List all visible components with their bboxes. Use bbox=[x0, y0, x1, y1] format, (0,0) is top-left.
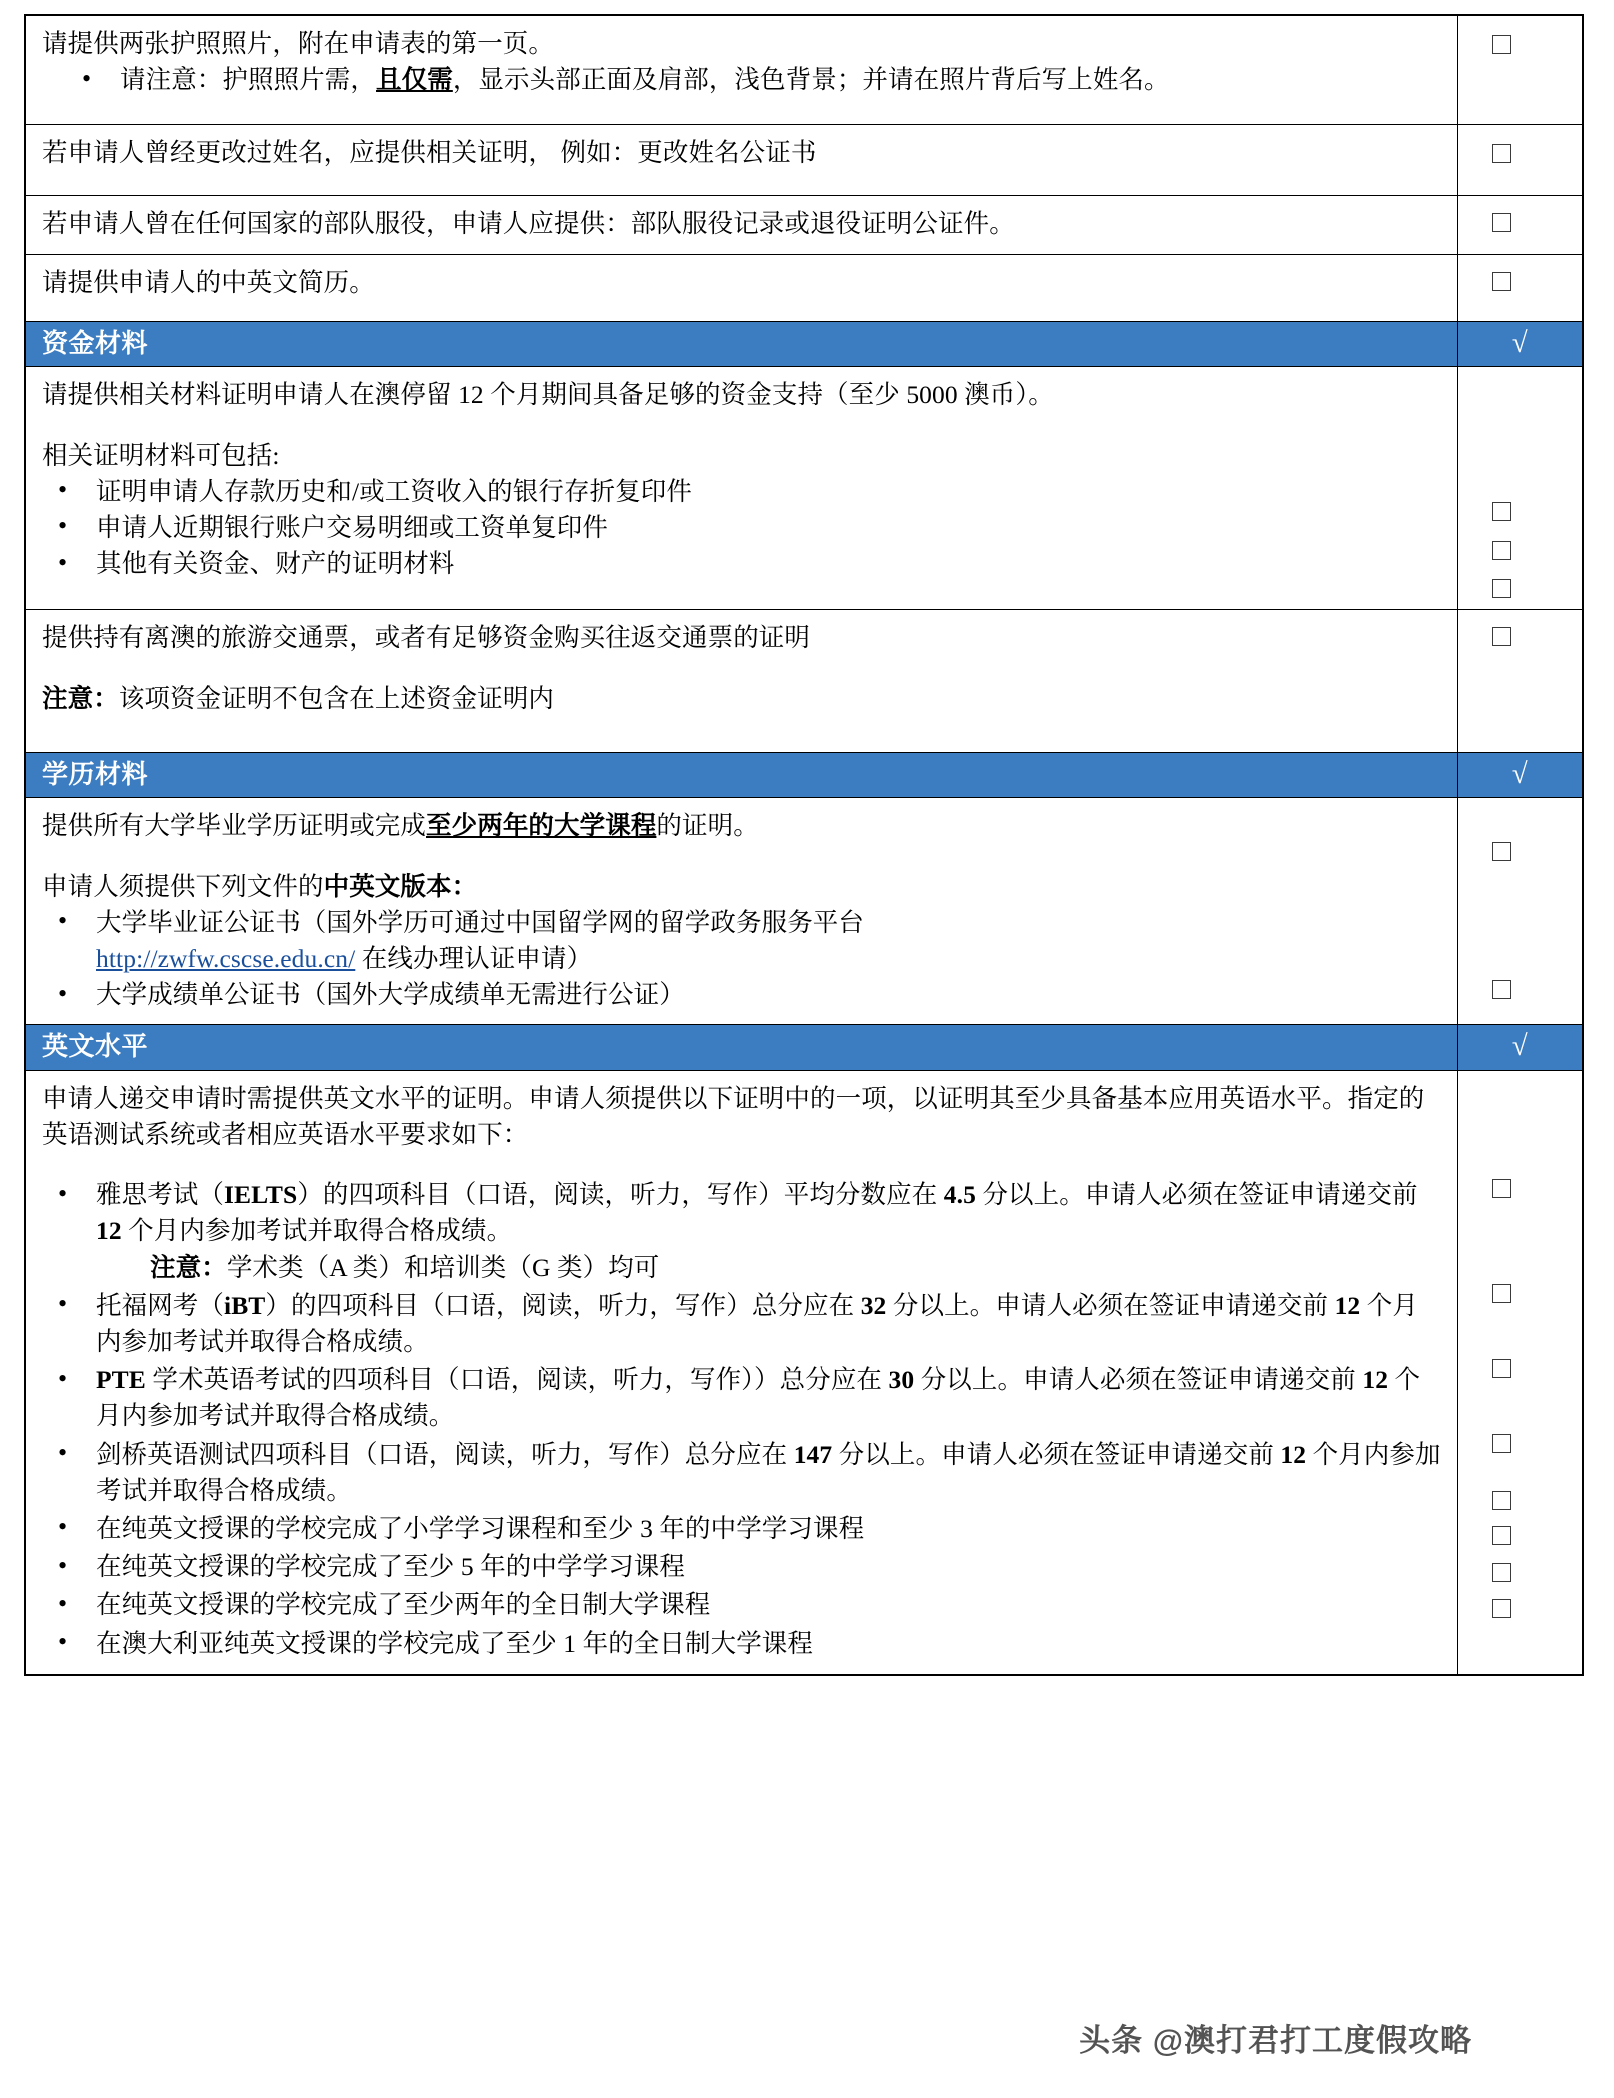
checkbox-icon[interactable] bbox=[1492, 627, 1511, 646]
education-item1-tail: 在线办理认证申请） bbox=[361, 944, 593, 974]
name-change-line-1: 若申请人曾经更改过姓名，应提供相关证明， 例如：更改姓名公证书 bbox=[42, 138, 817, 167]
list-item-ielts bbox=[42, 1177, 1443, 1286]
education-bullet-list bbox=[42, 905, 1443, 1014]
section-header-english bbox=[25, 1025, 1583, 1070]
note-label: 注意： bbox=[42, 683, 119, 713]
english-cell bbox=[25, 1070, 1457, 1675]
military-checkbox-cell[interactable] bbox=[1457, 196, 1583, 255]
list-item-pte bbox=[42, 1362, 1443, 1434]
list-item: • 大学成绩单公证书（国外大学成绩单无需进行公证） bbox=[42, 977, 1443, 1013]
toefl-c: ）的四项科目（口语，阅读，听力，写作）总分应在 bbox=[265, 1290, 861, 1320]
checkbox-icon[interactable] bbox=[1492, 213, 1511, 232]
cambridge-a: 剑桥英语测试四项科目（口语，阅读，听力，写作）总分应在 bbox=[96, 1439, 794, 1469]
list-item: • 在纯英文授课的学校完成了小学学习课程和至少 3 年的中学学习课程 bbox=[42, 1511, 1443, 1547]
toefl-score: 32 bbox=[860, 1290, 887, 1320]
education-intro-c: 的证明。 bbox=[656, 811, 759, 841]
table-row-funds-body bbox=[25, 367, 1583, 610]
resume-cell bbox=[25, 255, 1457, 322]
section-title-education: 学历材料 bbox=[25, 753, 1457, 798]
section-header-funds bbox=[25, 322, 1583, 367]
document-checklist-table bbox=[24, 14, 1584, 1676]
photos-checkbox-cell[interactable] bbox=[1457, 15, 1583, 125]
pte-d: 分以上。申请人必须在签证申请递交前 bbox=[914, 1365, 1363, 1395]
table-row-resume bbox=[25, 255, 1583, 322]
funds-cell bbox=[25, 367, 1457, 610]
education-checkbox-cell[interactable] bbox=[1457, 798, 1583, 1025]
ielts-a: 雅思考试（ bbox=[96, 1180, 225, 1210]
checkbox-icon[interactable] bbox=[1492, 1599, 1511, 1618]
pte-score: 30 bbox=[888, 1365, 915, 1395]
education-intro-a: 提供所有大学毕业学历证明或完成 bbox=[42, 811, 427, 841]
checkbox-icon[interactable] bbox=[1492, 1179, 1511, 1198]
ielts-d: 分以上。申请人必须在签证申请递交前 bbox=[975, 1180, 1418, 1210]
table-row-education-body bbox=[25, 798, 1583, 1025]
checkbox-icon[interactable] bbox=[1492, 502, 1511, 521]
list-item bbox=[42, 905, 1443, 977]
table-row-name-change bbox=[25, 125, 1583, 196]
checkbox-icon[interactable] bbox=[1492, 144, 1511, 163]
checkbox-icon[interactable] bbox=[1492, 1359, 1511, 1378]
checkbox-icon[interactable] bbox=[1492, 1434, 1511, 1453]
spacer bbox=[42, 413, 1443, 437]
english-bullet-list bbox=[42, 1177, 1443, 1662]
travel-ticket-cell bbox=[25, 610, 1457, 753]
name-change-cell bbox=[25, 125, 1457, 196]
funds-intro: 请提供相关材料证明申请人在澳停留 12 个月期间具备足够的资金支持（至少 5000 澳币）。 bbox=[42, 380, 1054, 410]
education-cell bbox=[25, 798, 1457, 1025]
education-requirement bbox=[42, 869, 1443, 905]
spacer bbox=[42, 845, 1443, 869]
list-item: • 在纯英文授课的学校完成了至少两年的全日制大学课程 bbox=[42, 1587, 1443, 1623]
checkbox-icon[interactable] bbox=[1492, 980, 1511, 999]
ielts-label: IELTS bbox=[224, 1180, 298, 1210]
note-label: 注意： bbox=[150, 1252, 227, 1282]
resume-line-1: 请提供申请人的中英文简历。 bbox=[42, 268, 375, 297]
military-cell bbox=[25, 196, 1457, 255]
education-req-emphasis: 中英文版本 bbox=[323, 871, 452, 901]
table-row-english-body bbox=[25, 1070, 1583, 1675]
section-check-education: √ bbox=[1457, 753, 1583, 798]
travel-ticket-note bbox=[42, 681, 1443, 717]
checkbox-icon[interactable] bbox=[1492, 541, 1511, 560]
checkbox-icon[interactable] bbox=[1492, 1563, 1511, 1582]
note-text: 该项资金证明不包含在上述资金证明内 bbox=[118, 683, 555, 713]
funds-bullet-list bbox=[42, 474, 1443, 583]
education-intro bbox=[42, 808, 1443, 844]
travel-ticket-line: 提供持有离澳的旅游交通票，或者有足够资金购买往返交通票的证明 bbox=[42, 623, 811, 653]
cambridge-d: 分以上。申请人必须在签证申请递交前 bbox=[832, 1439, 1281, 1469]
english-intro: 申请人递交申请时需提供英文水平的证明。申请人须提供以下证明中的一项，以证明其至少具备基本应用英语水平。指定的英语测试系统或者相应英语水平要求如下： bbox=[42, 1083, 1425, 1149]
ielts-note bbox=[96, 1250, 1443, 1286]
table-row-travel-ticket bbox=[25, 610, 1583, 753]
toefl-label: iBT bbox=[224, 1290, 266, 1320]
spacer bbox=[42, 656, 1443, 680]
table-row-photos bbox=[25, 15, 1583, 125]
cambridge-score: 147 bbox=[793, 1439, 833, 1469]
ielts-c: ）的四项科目（口语，阅读，听力，写作）平均分数应在 bbox=[297, 1180, 944, 1210]
funds-checkbox-cell[interactable] bbox=[1457, 367, 1583, 610]
photos-cell bbox=[25, 15, 1457, 125]
military-line-1: 若申请人曾在任何国家的部队服役，申请人应提供：部队服役记录或退役证明公证件。 bbox=[42, 209, 1015, 238]
list-item: • 在澳大利亚纯英文授课的学校完成了至少 1 年的全日制大学课程 bbox=[42, 1626, 1443, 1662]
list-item bbox=[42, 62, 1443, 98]
list-item: • 其他有关资金、财产的证明材料 bbox=[42, 546, 1443, 582]
checkbox-icon[interactable] bbox=[1492, 1491, 1511, 1510]
name-change-checkbox-cell[interactable] bbox=[1457, 125, 1583, 196]
toefl-months: 12 bbox=[1334, 1290, 1361, 1320]
pte-months: 12 bbox=[1362, 1365, 1389, 1395]
checkbox-icon[interactable] bbox=[1492, 272, 1511, 291]
english-checkbox-cell[interactable] bbox=[1457, 1070, 1583, 1675]
section-title-funds: 资金材料 bbox=[25, 322, 1457, 367]
toefl-a: 托福网考（ bbox=[96, 1290, 225, 1320]
ielts-score: 4.5 bbox=[943, 1180, 976, 1210]
ielts-months: 12 bbox=[96, 1216, 122, 1246]
table-row-military bbox=[25, 196, 1583, 255]
cambridge-months: 12 bbox=[1280, 1439, 1307, 1469]
education-item1-a: 大学毕业证公证书（国外学历可通过中国留学网的留学政务服务平台 bbox=[96, 908, 865, 937]
resume-checkbox-cell[interactable] bbox=[1457, 255, 1583, 322]
photos-bullet-part-c: ，显示头部正面及肩部，浅色背景；并请在照片背后写上姓名。 bbox=[452, 65, 1170, 95]
watermark: 头条 @澳打君打工度假攻略 bbox=[1079, 2023, 1472, 2058]
list-item: • 在纯英文授课的学校完成了至少 5 年的中学学习课程 bbox=[42, 1549, 1443, 1585]
photos-bullet-emphasis: 且仅需 bbox=[376, 65, 453, 95]
pte-c: 学术英语考试的四项科目（口语，阅读，听力，写作））总分应在 bbox=[145, 1365, 889, 1395]
checkbox-icon[interactable] bbox=[1492, 35, 1511, 54]
ielts-e: 个月内参加考试并取得合格成绩。 bbox=[121, 1216, 513, 1246]
section-check-funds: √ bbox=[1457, 322, 1583, 367]
list-item: • 证明申请人存款历史和/或工资收入的银行存折复印件 bbox=[42, 474, 1443, 510]
section-header-education bbox=[25, 753, 1583, 798]
section-title-english: 英文水平 bbox=[25, 1025, 1457, 1070]
checkbox-icon[interactable] bbox=[1492, 1526, 1511, 1545]
checkbox-icon[interactable] bbox=[1492, 579, 1511, 598]
section-check-english: √ bbox=[1457, 1025, 1583, 1070]
funds-list-label: 相关证明材料可包括: bbox=[42, 440, 280, 470]
toefl-d: 分以上。申请人必须在签证申请递交前 bbox=[886, 1290, 1335, 1320]
cscse-link[interactable]: http://zwfw.cscse.edu.cn/ bbox=[96, 944, 356, 974]
travel-ticket-checkbox-cell[interactable] bbox=[1457, 610, 1583, 753]
education-req-a: 申请人须提供下列文件的 bbox=[42, 871, 324, 901]
note-text: 学术类（A 类）和培训类（G 类）均可 bbox=[226, 1252, 660, 1282]
list-item-cambridge bbox=[42, 1437, 1443, 1509]
photos-bullet-list bbox=[42, 62, 1443, 98]
checkbox-icon[interactable] bbox=[1492, 842, 1511, 861]
photos-bullet-part-a: 请注意：护照照片需， bbox=[120, 65, 377, 95]
pte-label: PTE bbox=[96, 1365, 146, 1395]
education-intro-emphasis: 至少两年的大学课程 bbox=[426, 811, 657, 841]
toefl-e: 个月内参加考试并取得合格成绩。 bbox=[96, 1290, 1418, 1356]
photos-line-1: 请提供两张护照照片，附在申请表的第一页。 bbox=[42, 29, 555, 58]
education-req-c: ： bbox=[451, 871, 478, 901]
list-item: • 申请人近期银行账户交易明细或工资单复印件 bbox=[42, 510, 1443, 546]
cambridge-e: 个月内参加考试并取得合格成绩。 bbox=[96, 1439, 1441, 1505]
pte-e: 个月内参加考试并取得合格成绩。 bbox=[96, 1365, 1421, 1431]
spacer bbox=[42, 1153, 1443, 1177]
checkbox-icon[interactable] bbox=[1492, 1284, 1511, 1303]
list-item-toefl bbox=[42, 1288, 1443, 1360]
